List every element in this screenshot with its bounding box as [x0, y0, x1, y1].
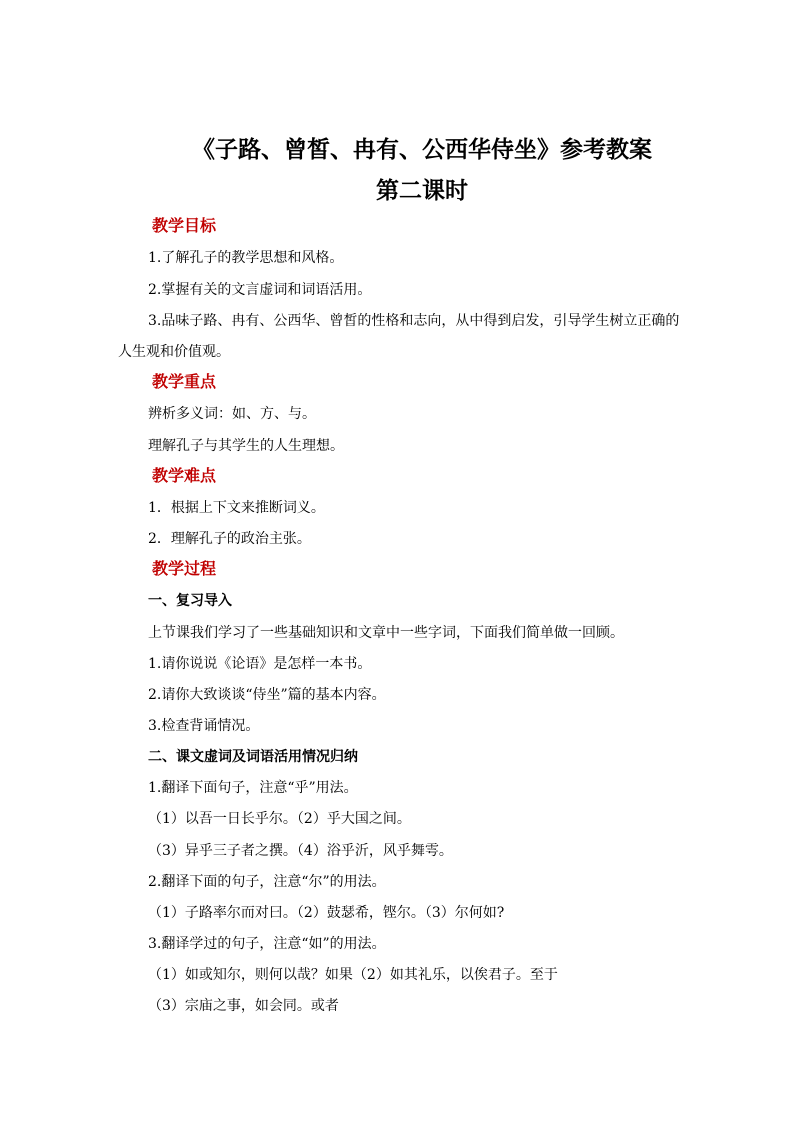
goal-item-3: 3.品味子路、冉有、公西华、曾皙的性格和志向，从中得到启发，引导学生树立正确的	[148, 313, 680, 329]
goal-item-3-cont: 人生观和价值观。	[118, 344, 230, 360]
section2-item-7: （1）如或知尔，则何以哉？如果（2）如其礼乐，以俟君子。至于	[148, 967, 558, 983]
section1-title: 一、复习导入	[148, 593, 232, 609]
heading-difficulties: 教学难点	[152, 466, 217, 485]
difficulty-1: 1．根据上下文来推断词义。	[148, 500, 325, 516]
section2-item-6: 3.翻译学过的句子，注意“如”的用法。	[148, 936, 386, 952]
section1-item-3: 2.请你大致谈谈“侍坐”篇的基本内容。	[148, 687, 386, 703]
key-point-1: 辨析多义词：如、方、与。	[148, 406, 316, 422]
heading-goals: 教学目标	[152, 216, 217, 235]
section2-item-3: （3）异乎三子者之撰。（4）浴乎沂，风乎舞雩。	[148, 843, 453, 859]
document-title: 《子路、曾皙、冉有、公西华侍坐》参考教案	[192, 136, 652, 163]
section2-title: 二、课文虚词及词语活用情况归纳	[148, 749, 358, 765]
section2-item-2: （1）以吾一日长乎尔。（2）乎大国之间。	[148, 811, 411, 827]
goal-item-2: 2.掌握有关的文言虚词和词语活用。	[148, 282, 372, 298]
difficulty-2: 2．理解孔子的政治主张。	[148, 531, 311, 547]
key-point-2: 理解孔子与其学生的人生理想。	[148, 438, 344, 454]
section1-item-1: 上节课我们学习了一些基础知识和文章中一些字词，下面我们简单做一回顾。	[148, 625, 624, 641]
section2-item-1: 1.翻译下面句子，注意“乎”用法。	[148, 780, 358, 796]
goal-item-1: 1.了解孔子的教学思想和风格。	[148, 250, 344, 266]
document-subtitle: 第二课时	[376, 177, 468, 204]
section1-item-2: 1.请你说说《论语》是怎样一本书。	[148, 656, 372, 672]
section2-item-4: 2.翻译下面的句子，注意“尔”的用法。	[148, 874, 386, 890]
section2-item-8: （3）宗庙之事，如会同。或者	[148, 998, 339, 1014]
section2-item-5: （1）子路率尔而对曰。（2）鼓瑟希，铿尔。（3）尔何如?	[148, 905, 505, 921]
heading-process: 教学过程	[152, 559, 217, 578]
section1-item-4: 3.检查背诵情况。	[148, 718, 260, 734]
heading-key-points: 教学重点	[152, 372, 217, 391]
